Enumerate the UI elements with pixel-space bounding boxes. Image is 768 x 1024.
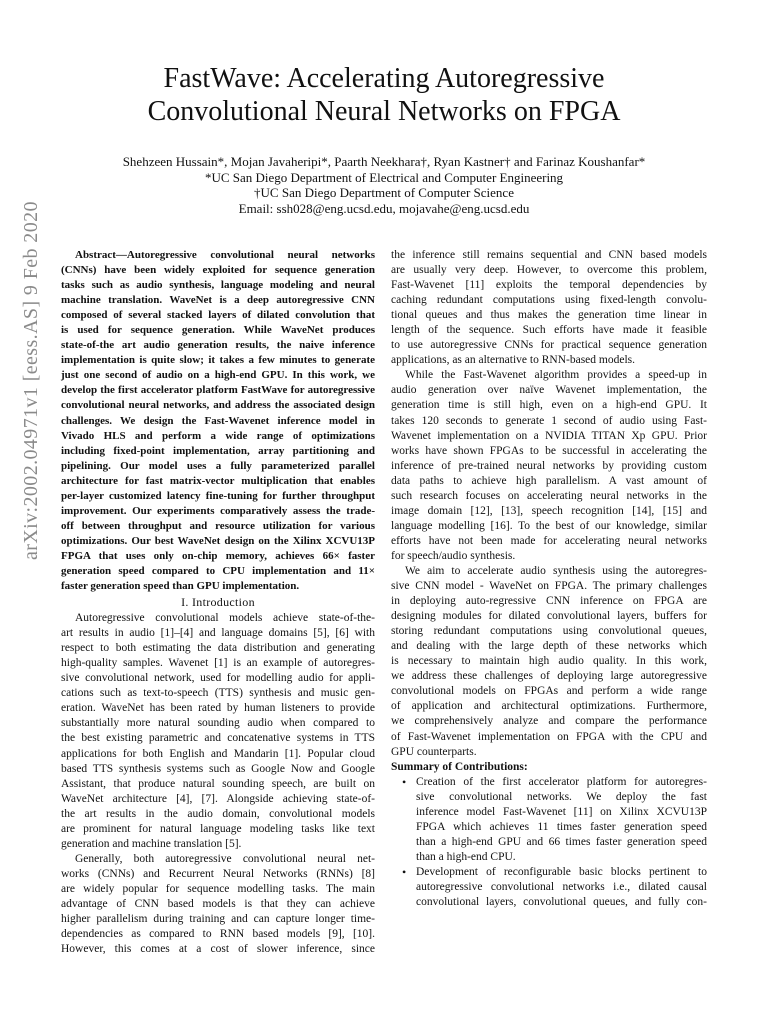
introduction-text	[61, 611, 375, 957]
body-line: based TTS synthesis systems such as Google Now and Google	[61, 762, 375, 775]
body-line: generation and machine translation [5].	[61, 837, 242, 850]
body-line: GPU counterparts.	[391, 745, 477, 758]
abstract-line: pipelining. Our model uses a fully parameterized parallel	[61, 459, 375, 472]
abstract-line: (CNNs) have been widely exploited for sequence generation	[61, 264, 375, 277]
introduction-continued	[391, 248, 707, 760]
bullet-dot: •	[402, 774, 407, 789]
body-line: are usually very deep. However, to overcome this problem,	[391, 264, 707, 277]
body-line: Assistant, that produce natural sounding speech, are built on	[61, 777, 375, 790]
body-line: designing modules for dilated convolutional layers, buffers for	[391, 610, 707, 623]
abstract-line: generation speed compared to CPU implementation and 11×	[61, 564, 375, 577]
affiliation-2: †UC San Diego Department of Computer Science	[254, 185, 514, 200]
body-line: image domain [12], [13], speech recognition [14], [15] and	[391, 504, 707, 517]
abstract-line: is used for sequence generation. While WaveNet produces	[61, 324, 375, 337]
body-line: We aim to accelerate audio synthesis using the autoregres-	[405, 564, 707, 577]
body-line: for speech/audio synthesis.	[391, 549, 516, 562]
left-column	[61, 248, 375, 957]
body-line: substantially more natural sounding audio when compared to	[61, 717, 375, 730]
body-line: of application and architectural optimizations. Furthermore,	[391, 700, 707, 713]
body-line: generation time is still high, even on a high-end GPU. It	[391, 399, 707, 412]
author-block	[60, 154, 708, 216]
body-line: applications, as an alternative to RNN-based models.	[391, 354, 635, 367]
body-line: efforts have not been made for accelerating neural networks	[391, 534, 707, 547]
body-line: and dealing with the large depth of these networks which	[391, 640, 707, 653]
abstract-line: faster generation speed than GPU implementation.	[61, 580, 300, 593]
body-line: tional queues and thus makes the generation time linear in	[391, 309, 707, 322]
body-line: advantage of CNN based models is that they can achieve	[61, 897, 375, 910]
contribution-bullet-2	[391, 865, 707, 910]
body-line: we comprehensively analyze and compare the performance	[391, 715, 707, 728]
body-line: sive convolutional network, used for modelling audio for appli-	[61, 672, 375, 685]
bullet-line: than a high-end CPU.	[416, 850, 516, 863]
body-line: convolutional models on FPGAs and perform a wide range	[391, 685, 707, 698]
body-line: cations such as text-to-speech (TTS) synthesis and music gen-	[61, 687, 375, 700]
bullet-line: sive convolutional networks. We deploy the fast	[416, 790, 707, 803]
body-line: WaveNet architecture [4], [7]. Alongside achieving state-of-	[61, 792, 375, 805]
body-line: sive CNN model - WaveNet on FPGA. The primary challenges	[391, 580, 707, 593]
authors-line: Shehzeen Hussain*, Mojan Javaheripi*, Paarth Neekhara†, Ryan Kastner† and Farinaz Koushanfar*	[122, 154, 646, 169]
abstract-line: improvement. Our experiments comparatively assess the trade-	[61, 504, 375, 517]
body-line: we address these challenges of deploying large autoregressive	[391, 670, 707, 683]
abstract	[61, 248, 375, 594]
body-line: takes 120 seconds to generate 1 second of audio using Fast-	[391, 414, 707, 427]
body-line: the art results in the audio domain, convolutional models	[61, 807, 375, 820]
arxiv-stamp: arXiv:2002.04971v1 [eess.AS] 9 Feb 2020	[20, 201, 42, 560]
right-column	[391, 248, 707, 910]
abstract-line: implementation is quite slow; it takes a few minutes to generate	[61, 354, 375, 367]
abstract-line: Abstract—Autoregressive convolutional neural networks	[75, 249, 375, 261]
body-line: is necessary to maintain high audio quality. In this work,	[391, 655, 707, 668]
affiliation-1: *UC San Diego Department of Electrical and Computer Engineering	[204, 169, 564, 185]
body-line: the best existing parametric and concatenative systems in TTS	[61, 732, 375, 745]
body-line: to use autoregressive CNNs for practical sequence generation	[391, 339, 707, 352]
abstract-line: machine translation. WaveNet is a deep autoregressive CNN	[61, 294, 375, 307]
body-line: higher parallelism during training and can capture longer time-	[61, 913, 375, 926]
body-line: Wavenet implementation on a NVIDIA TITAN Xp GPU. Prior	[391, 429, 707, 442]
body-line: high-quality samples. Wavenet [1] is an example of autoregres-	[61, 657, 375, 670]
abstract-line: Vivado HLS and perform a wide range of optimizations	[61, 429, 375, 442]
abstract-line: off between throughput and resource utilization for various	[61, 519, 375, 532]
body-line: art results in audio [1]–[4] and language domains [5], [6] with	[61, 627, 375, 640]
body-line: eration. WaveNet has been rated by human listeners to provide	[61, 702, 375, 715]
title-line-2: Convolutional Neural Networks on FPGA	[147, 96, 621, 127]
body-line: such research focuses on accelerating neural networks in the	[391, 489, 707, 502]
body-line: length of the sequence. Such efforts have made it feasible	[391, 324, 707, 337]
abstract-line: FPGA that uses only on-chip memory, achieves 66× faster	[61, 549, 375, 562]
contributions-heading: Summary of Contributions:	[391, 760, 528, 773]
abstract-line: composed of several stacked layers of dilated convolution that	[61, 309, 375, 322]
body-line: applications for both English and Mandarin [1]. Popular cloud	[61, 747, 375, 760]
bullet-line: autoregressive convolutional networks i.e., dilated causal	[416, 880, 707, 893]
body-line: However, this comes at a cost of slower inference, since	[61, 943, 375, 956]
contribution-bullet-1	[391, 775, 707, 865]
abstract-line: challenges. We design the Fast-Wavenet inference model in	[61, 414, 375, 427]
bullet-line: than a high-end GPU and 66 times faster generation speed	[416, 835, 707, 848]
title-line-1: FastWave: Accelerating Autoregressive	[163, 63, 605, 94]
email-line: Email: ssh028@eng.ucsd.edu, mojavahe@eng.ucsd.edu	[238, 200, 530, 216]
body-line: storing redundant computations using convolutional queues,	[391, 625, 707, 638]
body-line: works have shown FPGAs to be successful in accelerating the	[391, 444, 707, 457]
body-line: audio generation over naïve Wavenet implementation, the	[391, 384, 707, 397]
body-line: Fast-Wavenet [11] exploits the temporal dependencies by	[391, 279, 707, 292]
body-line: data paths to achieve high parallelism. A vast amount of	[391, 474, 707, 487]
body-line: Generally, both autoregressive convolutional neural net-	[75, 852, 375, 865]
abstract-line: optimizations. Our best WaveNet design on the Xilinx XCVU13P	[61, 534, 375, 547]
abstract-line: architecture for fast matrix-vector multiplication that enables	[61, 474, 375, 487]
body-line: are prominent for natural language modeling tasks like text	[61, 822, 375, 835]
abstract-line: state-of-the art audio generation results, the naive inference	[61, 339, 375, 352]
body-line: works (CNNs) and Recurrent Neural Networks (RNNs) [8]	[61, 867, 375, 880]
bullet-line: Development of reconfigurable basic blocks pertinent to	[416, 865, 707, 878]
body-line: of Fast-Wavenet implementation on FPGA with the CPU and	[391, 730, 707, 743]
body-line: inference of pre-trained neural networks by providing custom	[391, 459, 707, 472]
bullet-line: FPGA which achieves 11 times faster generation speed	[416, 820, 707, 833]
paper-title	[60, 62, 708, 128]
body-line: language modelling [16]. To the best of our knowledge, similar	[391, 519, 707, 532]
abstract-line: just one second of audio on a high-end GPU. In this work, we	[61, 369, 375, 382]
body-line: Autoregressive convolutional models achieve state-of-the-	[75, 612, 375, 625]
body-line: caching redundant computations using fixed-length convolu-	[391, 294, 707, 307]
bullet-dot: •	[402, 864, 407, 879]
body-line: the inference still remains sequential and CNN based models	[391, 249, 707, 261]
bullet-line: convolutional layers, convolutional queues, and fully con-	[416, 896, 707, 909]
body-line: in deploying auto-regressive CNN inference on FPGA are	[391, 595, 707, 608]
abstract-line: develop the first accelerator platform FastWave for autoregressive	[61, 384, 375, 397]
abstract-line: tasks such as audio synthesis, language modeling and neural	[61, 279, 375, 292]
body-line: are widely popular for sequence modelling tasks. The main	[61, 882, 375, 895]
bullet-line: inference model Fast-Wavenet [11] on Xilinx XCVU13P	[416, 805, 707, 818]
section-heading-introduction: I. Introduction	[181, 595, 255, 610]
abstract-line: including fixed-point implementation, array partitioning and	[61, 444, 375, 457]
bullet-line: Creation of the first accelerator platform for autoregres-	[416, 775, 707, 788]
abstract-line: convolutional neural networks, and address the associated design	[61, 399, 375, 412]
body-line: dependencies as compared to RNN based models [9], [10].	[61, 928, 375, 941]
abstract-line: per-layer customized latency fine-tuning for further throughput	[61, 489, 375, 502]
body-line: respect to both estimating the data distribution and generating	[61, 642, 375, 655]
body-line: While the Fast-Wavenet algorithm provides a speed-up in	[405, 369, 707, 382]
